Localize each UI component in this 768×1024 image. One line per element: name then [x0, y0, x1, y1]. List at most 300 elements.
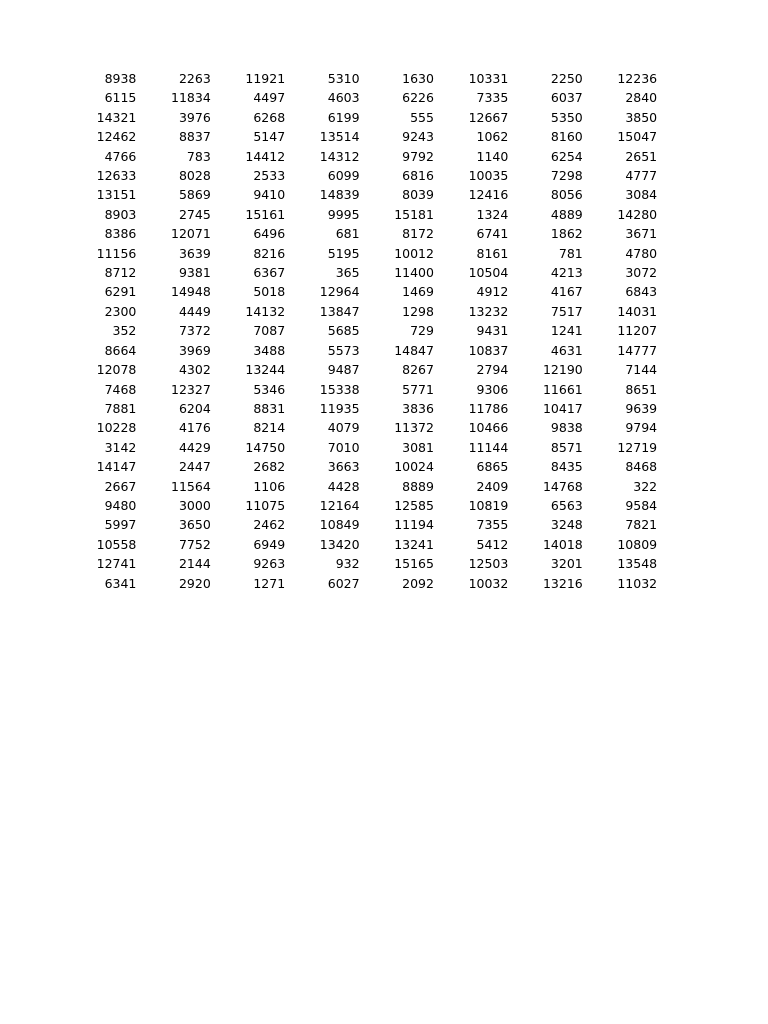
table-cell [62, 438, 136, 457]
cell-value: 555 [410, 109, 434, 125]
table-cell [62, 380, 136, 399]
table-row [62, 496, 657, 515]
cell-value: 12078 [96, 362, 137, 378]
cell-value: 11144 [468, 439, 509, 455]
table-cell [211, 244, 285, 263]
cell-value: 9381 [178, 265, 211, 281]
cell-value: 8214 [253, 420, 286, 436]
cell-value: 5147 [253, 129, 286, 145]
table-cell [136, 418, 210, 437]
table-cell [508, 399, 582, 418]
cell-value: 2794 [476, 362, 509, 378]
table-row [62, 457, 657, 476]
cell-value: 5997 [104, 517, 137, 533]
cell-value: 3639 [178, 245, 211, 261]
table-row [62, 108, 657, 127]
cell-value: 7517 [550, 303, 583, 319]
table-cell [62, 127, 136, 146]
cell-value: 12585 [394, 497, 434, 513]
table-cell [211, 263, 285, 282]
table-cell [434, 360, 508, 379]
table-cell [583, 321, 657, 340]
table-cell [508, 244, 582, 263]
cell-value: 11372 [394, 420, 434, 436]
table-cell [136, 302, 210, 321]
cell-value: 14147 [96, 459, 137, 475]
cell-value: 6949 [253, 536, 286, 552]
table-cell [211, 166, 285, 185]
cell-value: 2447 [178, 459, 211, 475]
cell-value: 10504 [468, 265, 509, 281]
table-cell [211, 399, 285, 418]
cell-value: 5685 [327, 323, 360, 339]
table-cell [285, 574, 359, 593]
cell-value: 9431 [476, 323, 509, 339]
table-cell [211, 515, 285, 534]
cell-value: 7468 [104, 381, 137, 397]
table-cell [285, 224, 359, 243]
cell-value: 781 [558, 245, 583, 261]
cell-value: 6843 [625, 284, 658, 300]
table-cell [508, 69, 582, 88]
table-cell [360, 574, 434, 593]
cell-value: 12741 [96, 556, 137, 572]
table-cell [136, 477, 210, 496]
cell-value: 10417 [542, 400, 583, 416]
table-cell [434, 147, 508, 166]
cell-value: 3201 [550, 556, 583, 572]
cell-value: 14132 [245, 303, 286, 319]
cell-value: 9487 [327, 362, 360, 378]
table-cell [583, 574, 657, 593]
table-cell [360, 108, 434, 127]
table-cell [211, 418, 285, 437]
cell-value: 8056 [550, 187, 583, 203]
cell-value: 2920 [178, 575, 211, 591]
table-cell [583, 380, 657, 399]
table-cell [136, 438, 210, 457]
table-cell [360, 185, 434, 204]
cell-value: 9263 [253, 556, 286, 572]
table-cell [508, 127, 582, 146]
cell-value: 7010 [327, 439, 360, 455]
table-cell [583, 282, 657, 301]
table-cell [285, 399, 359, 418]
cell-value: 6027 [327, 575, 360, 591]
cell-value: 12416 [468, 187, 509, 203]
cell-value: 4079 [327, 420, 360, 436]
cell-value: 6496 [253, 226, 286, 242]
table-cell [62, 185, 136, 204]
table-cell [434, 282, 508, 301]
table-cell [62, 263, 136, 282]
number-table [62, 69, 657, 593]
cell-value: 13244 [245, 362, 286, 378]
table-cell [136, 127, 210, 146]
cell-value: 1324 [476, 206, 509, 222]
cell-value: 14412 [245, 148, 286, 164]
cell-value: 1241 [550, 323, 583, 339]
table-cell [360, 554, 434, 573]
cell-value: 8571 [550, 439, 583, 455]
cell-value: 1271 [253, 575, 286, 591]
table-cell [434, 244, 508, 263]
cell-value: 11400 [394, 265, 434, 281]
cell-value: 5350 [550, 109, 583, 125]
table-cell [136, 360, 210, 379]
table-cell [434, 108, 508, 127]
table-cell [285, 360, 359, 379]
table-row [62, 69, 657, 88]
cell-value: 6741 [476, 226, 509, 242]
cell-value: 6199 [327, 109, 360, 125]
cell-value: 2682 [253, 459, 286, 475]
cell-value: 11935 [319, 400, 360, 416]
table-row [62, 185, 657, 204]
table-cell [285, 457, 359, 476]
cell-value: 7298 [550, 168, 583, 184]
table-cell [62, 108, 136, 127]
table-cell [434, 574, 508, 593]
table-cell [62, 302, 136, 321]
cell-value: 4912 [476, 284, 509, 300]
cell-value: 13232 [468, 303, 509, 319]
table-cell [508, 574, 582, 593]
cell-value: 8903 [104, 206, 137, 222]
table-cell [434, 88, 508, 107]
cell-value: 14031 [617, 303, 658, 319]
cell-value: 4176 [178, 420, 211, 436]
cell-value: 7087 [253, 323, 286, 339]
cell-value: 4213 [550, 265, 583, 281]
table-cell [360, 166, 434, 185]
cell-value: 15047 [617, 129, 658, 145]
table-cell [211, 438, 285, 457]
table-cell [434, 205, 508, 224]
cell-value: 6099 [327, 168, 360, 184]
cell-value: 15161 [245, 206, 286, 222]
cell-value: 8435 [550, 459, 583, 475]
table-cell [360, 399, 434, 418]
cell-value: 11032 [617, 575, 658, 591]
table-cell [211, 554, 285, 573]
cell-value: 10837 [468, 342, 509, 358]
cell-value: 2092 [402, 575, 434, 591]
table-cell [211, 574, 285, 593]
table-cell [360, 205, 434, 224]
table-row [62, 554, 657, 573]
cell-value: 6367 [253, 265, 286, 281]
cell-value: 3000 [178, 497, 211, 513]
table-row [62, 244, 657, 263]
table-cell [211, 496, 285, 515]
cell-value: 14948 [171, 284, 211, 300]
table-cell [583, 341, 657, 360]
cell-value: 322 [633, 478, 658, 494]
cell-value: 15338 [319, 381, 360, 397]
table-cell [434, 127, 508, 146]
table-row [62, 574, 657, 593]
table-cell [285, 302, 359, 321]
table-cell [434, 438, 508, 457]
cell-value: 3976 [178, 109, 211, 125]
cell-value: 7881 [104, 400, 137, 416]
table-cell [62, 457, 136, 476]
table-cell [583, 535, 657, 554]
cell-value: 3072 [625, 265, 658, 281]
table-cell [360, 360, 434, 379]
table-cell [136, 263, 210, 282]
cell-value: 14750 [245, 439, 286, 455]
table-cell [136, 554, 210, 573]
cell-value: 7821 [625, 517, 658, 533]
cell-value: 2409 [476, 478, 509, 494]
table-cell [583, 399, 657, 418]
cell-value: 4497 [253, 90, 286, 106]
table-cell [211, 360, 285, 379]
table-row [62, 88, 657, 107]
table-cell [508, 554, 582, 573]
cell-value: 3488 [253, 342, 286, 358]
table-cell [360, 244, 434, 263]
table-cell [285, 282, 359, 301]
table-cell [360, 496, 434, 515]
cell-value: 5771 [402, 381, 434, 397]
table-cell [434, 185, 508, 204]
cell-value: 12190 [542, 362, 583, 378]
cell-value: 14839 [319, 187, 360, 203]
table-cell [508, 380, 582, 399]
table-cell [360, 535, 434, 554]
table-cell [211, 185, 285, 204]
cell-value: 13216 [542, 575, 583, 591]
cell-value: 2250 [550, 71, 583, 86]
cell-value: 10032 [468, 575, 509, 591]
table-cell [434, 69, 508, 88]
cell-value: 15181 [394, 206, 434, 222]
cell-value: 13514 [319, 129, 360, 145]
cell-value: 3142 [104, 439, 137, 455]
table-cell [583, 185, 657, 204]
table-row [62, 535, 657, 554]
table-cell [583, 166, 657, 185]
table-cell [508, 166, 582, 185]
table-cell [434, 418, 508, 437]
cell-value: 4631 [550, 342, 583, 358]
cell-value: 5869 [178, 187, 211, 203]
table-cell [136, 399, 210, 418]
cell-value: 5412 [476, 536, 509, 552]
table-cell [583, 127, 657, 146]
table-cell [62, 205, 136, 224]
cell-value: 11075 [245, 497, 286, 513]
cell-value: 8216 [253, 245, 286, 261]
cell-value: 4766 [104, 148, 137, 164]
table-cell [434, 477, 508, 496]
cell-value: 10819 [468, 497, 509, 513]
cell-value: 14312 [319, 148, 360, 164]
table-cell [508, 282, 582, 301]
table-cell [62, 496, 136, 515]
cell-value: 13420 [319, 536, 360, 552]
cell-value: 7335 [476, 90, 509, 106]
table-cell [285, 418, 359, 437]
table-cell [583, 88, 657, 107]
cell-value: 12964 [319, 284, 360, 300]
table-cell [360, 147, 434, 166]
cell-value: 2667 [104, 478, 137, 494]
table-cell [62, 321, 136, 340]
cell-value: 8160 [550, 129, 583, 145]
cell-value: 8831 [253, 400, 286, 416]
table-cell [136, 321, 210, 340]
cell-value: 13151 [96, 187, 137, 203]
cell-value: 365 [335, 265, 360, 281]
cell-value: 3248 [550, 517, 583, 533]
table-cell [508, 185, 582, 204]
cell-value: 11834 [171, 90, 211, 106]
cell-value: 9410 [253, 187, 286, 203]
table-cell [136, 147, 210, 166]
cell-value: 3650 [178, 517, 211, 533]
table-cell [434, 496, 508, 515]
table-cell [211, 127, 285, 146]
cell-value: 2300 [104, 303, 137, 319]
cell-value: 9794 [625, 420, 658, 436]
cell-value: 6291 [104, 284, 137, 300]
table-cell [211, 302, 285, 321]
table-cell [360, 457, 434, 476]
cell-value: 1862 [550, 226, 583, 242]
table-cell [583, 224, 657, 243]
cell-value: 3969 [178, 342, 211, 358]
cell-value: 8837 [178, 129, 211, 145]
table-cell [508, 147, 582, 166]
table-cell [583, 244, 657, 263]
cell-value: 5195 [327, 245, 360, 261]
table-cell [136, 380, 210, 399]
cell-value: 10809 [617, 536, 658, 552]
cell-value: 4780 [625, 245, 658, 261]
cell-value: 12071 [171, 226, 211, 242]
cell-value: 11194 [394, 517, 434, 533]
cell-value: 14018 [542, 536, 583, 552]
table-cell [62, 88, 136, 107]
cell-value: 681 [335, 226, 360, 242]
cell-value: 10466 [468, 420, 509, 436]
table-row [62, 360, 657, 379]
table-row [62, 380, 657, 399]
table-cell [285, 166, 359, 185]
table-cell [508, 341, 582, 360]
table-cell [360, 88, 434, 107]
table-cell [62, 418, 136, 437]
cell-value: 3663 [327, 459, 360, 475]
table-cell [136, 457, 210, 476]
table-row [62, 127, 657, 146]
table-row [62, 205, 657, 224]
table-cell [285, 341, 359, 360]
table-cell [285, 515, 359, 534]
cell-value: 4429 [178, 439, 211, 455]
table-cell [62, 477, 136, 496]
cell-value: 8267 [402, 362, 434, 378]
table-row [62, 282, 657, 301]
table-cell [62, 515, 136, 534]
cell-value: 10228 [96, 420, 137, 436]
cell-value: 4302 [178, 362, 211, 378]
table-cell [285, 263, 359, 282]
cell-value: 2144 [178, 556, 211, 572]
cell-value: 11207 [617, 323, 658, 339]
cell-value: 14777 [617, 342, 658, 358]
cell-value: 1106 [253, 478, 286, 494]
table-cell [583, 263, 657, 282]
cell-value: 9838 [550, 420, 583, 436]
table-cell [434, 380, 508, 399]
table-cell [211, 88, 285, 107]
table-cell [285, 244, 359, 263]
cell-value: 1140 [476, 148, 509, 164]
cell-value: 10849 [319, 517, 360, 533]
cell-value: 12633 [96, 168, 137, 184]
table-cell [508, 108, 582, 127]
table-cell [360, 515, 434, 534]
cell-value: 11921 [245, 71, 286, 86]
cell-value: 6204 [178, 400, 211, 416]
table-cell [434, 457, 508, 476]
table-cell [360, 224, 434, 243]
table-cell [285, 127, 359, 146]
table-cell [434, 321, 508, 340]
table-cell [285, 380, 359, 399]
cell-value: 6254 [550, 148, 583, 164]
table-cell [508, 418, 582, 437]
cell-value: 8028 [178, 168, 211, 184]
table-row [62, 147, 657, 166]
cell-value: 12719 [617, 439, 658, 455]
table-cell [583, 108, 657, 127]
cell-value: 10558 [96, 536, 137, 552]
cell-value: 8039 [402, 187, 434, 203]
cell-value: 15165 [394, 556, 434, 572]
cell-value: 9480 [104, 497, 137, 513]
cell-value: 13847 [319, 303, 360, 319]
cell-value: 8386 [104, 226, 137, 242]
table-cell [360, 321, 434, 340]
table-cell [211, 69, 285, 88]
table-row [62, 418, 657, 437]
table-row [62, 224, 657, 243]
table-cell [583, 360, 657, 379]
table-cell [62, 282, 136, 301]
table-cell [285, 147, 359, 166]
table-cell [434, 302, 508, 321]
table-cell [583, 418, 657, 437]
table-cell [434, 515, 508, 534]
cell-value: 12503 [468, 556, 509, 572]
table-cell [583, 477, 657, 496]
table-cell [508, 496, 582, 515]
table-row [62, 302, 657, 321]
cell-value: 4167 [550, 284, 583, 300]
table-cell [136, 244, 210, 263]
cell-value: 8651 [625, 381, 658, 397]
table-cell [211, 380, 285, 399]
cell-value: 2840 [625, 90, 658, 106]
table-cell [360, 69, 434, 88]
table-row [62, 477, 657, 496]
